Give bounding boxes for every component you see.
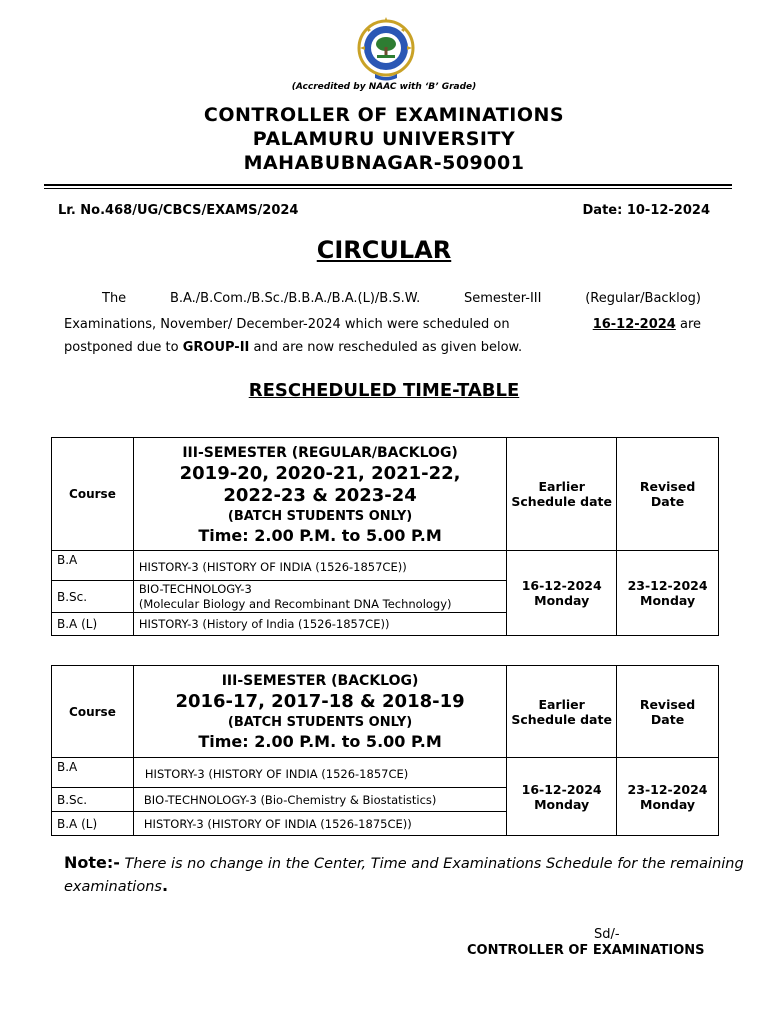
header-line-controller: CONTROLLER OF EXAMINATIONS (203, 104, 565, 126)
earlier-header-line-1: Earlier (538, 479, 585, 494)
table-header-row (52, 666, 719, 758)
exam-time: Time: 2.00 P.M. to 5.00 P.M (198, 525, 442, 545)
body-line-2-end: are (675, 317, 701, 332)
body-line-3-pre: postponed due to (64, 340, 183, 355)
course-cell: B.Sc. (52, 788, 134, 812)
seal-icon (359, 17, 413, 81)
body-line-3-post: and are now rescheduled as given below. (249, 340, 523, 355)
timetable-regular-backlog (51, 437, 719, 636)
body-programmes: B.A./B.Com./B.Sc./B.B.A./B.A.(L)/B.S.W. (169, 291, 421, 306)
revised-day: Monday (640, 796, 696, 812)
note-text: There is no change in the Center, Time and Examinations Schedule for the remaining examinations (64, 856, 744, 895)
semester-header-cell (133, 666, 506, 758)
exam-time: Time: 2.00 P.M. to 5.00 P.M (198, 732, 442, 751)
batches-line-1: 2019-20, 2020-21, 2021-22, (179, 462, 461, 484)
subject-cell: HISTORY-3 (HISTORY OF INDIA (1526-1875CE)) (133, 812, 506, 836)
header-divider-thin (44, 188, 732, 189)
original-date: 16-12-2024 (592, 317, 676, 332)
table-header-row (52, 438, 719, 551)
subject-cell (133, 581, 506, 613)
university-seal (355, 14, 417, 82)
rescheduled-title: RESCHEDULED TIME-TABLE (248, 380, 520, 401)
accreditation-text: (Accredited by NAAC with ‘B’ Grade) (291, 82, 477, 92)
batch-only-note: (BATCH STUDENTS ONLY) (227, 715, 413, 730)
circular-title: CIRCULAR (316, 236, 452, 264)
earlier-date-cell (507, 758, 617, 836)
earlier-header-line-1: Earlier (538, 696, 585, 712)
note-paragraph (64, 852, 744, 898)
course-column-header: Course (52, 438, 134, 551)
revised-date-cell (617, 758, 719, 836)
letter-date: Date: 10-12-2024 (582, 203, 710, 218)
earlier-day: Monday (534, 593, 590, 608)
revised-day: Monday (640, 593, 696, 608)
earlier-day: Monday (534, 796, 590, 812)
semester-title: III-SEMESTER (BACKLOG) (221, 673, 419, 689)
table-row (52, 551, 719, 581)
revised-date-header (617, 666, 719, 758)
subject-cell: HISTORY-3 (History of India (1526-1857CE)) (133, 613, 506, 636)
revised-date-cell (617, 551, 719, 636)
earlier-date-cell (507, 551, 617, 636)
earlier-date-header (507, 666, 617, 758)
subject-line-2: (Molecular Biology and Recombinant DNA Technology) (138, 596, 452, 611)
subject-line-1: BIO-TECHNOLOGY-3 (138, 581, 252, 596)
signatory-title: CONTROLLER OF EXAMINATIONS (467, 943, 705, 958)
revised-date-header (617, 438, 719, 551)
note-label: Note:- (64, 853, 120, 872)
body-line-2 (64, 317, 701, 332)
course-cell: B.A (L) (52, 812, 134, 836)
timetable-backlog (51, 665, 719, 836)
postponement-reason: GROUP-II (182, 340, 250, 355)
header-divider-thick (44, 184, 732, 186)
header-line-university: PALAMURU UNIVERSITY (252, 128, 516, 150)
signature-mark: Sd/- (594, 927, 620, 942)
earlier-header-line-2: Schedule date (511, 494, 612, 509)
course-cell: B.A (52, 551, 134, 581)
header-line-address: MAHABUBNAGAR-509001 (243, 152, 525, 174)
earlier-date: 16-12-2024 (521, 781, 602, 797)
body-line-3 (64, 340, 701, 355)
batches-line-1: 2016-17, 2017-18 & 2018-19 (175, 691, 465, 712)
earlier-date-header (507, 438, 617, 551)
course-column-header: Course (52, 666, 134, 758)
letter-number: Lr. No.468/UG/CBCS/EXAMS/2024 (58, 203, 299, 218)
body-semester: Semester-III (463, 291, 542, 306)
body-word-the: The (102, 291, 127, 306)
table-row (52, 758, 719, 788)
revised-header-line-2: Date (650, 494, 685, 509)
earlier-header-line-2: Schedule date (511, 711, 612, 727)
course-cell: B.Sc. (52, 581, 134, 613)
subject-cell: HISTORY-3 (HISTORY OF INDIA (1526-1857CE) (133, 758, 506, 788)
revised-date: 23-12-2024 (627, 781, 708, 797)
semester-title: III-SEMESTER (REGULAR/BACKLOG) (182, 444, 458, 461)
note-end: . (161, 876, 169, 895)
batches-line-2: 2022-23 & 2023-24 (223, 484, 417, 506)
revised-date: 23-12-2024 (627, 578, 708, 593)
subject-cell: BIO-TECHNOLOGY-3 (Bio-Chemistry & Biostatistics) (133, 788, 506, 812)
course-cell: B.A (52, 758, 134, 788)
batch-only-note: (BATCH STUDENTS ONLY) (227, 508, 413, 524)
revised-header-line-2: Date (650, 711, 685, 727)
semester-header-cell (133, 438, 506, 551)
earlier-date: 16-12-2024 (521, 578, 602, 593)
revised-header-line-1: Revised (639, 696, 696, 712)
revised-header-line-1: Revised (639, 479, 696, 494)
course-cell: B.A (L) (52, 613, 134, 636)
body-exam-type: (Regular/Backlog) (585, 291, 701, 306)
subject-cell: HISTORY-3 (HISTORY OF INDIA (1526-1857CE)) (133, 551, 506, 581)
body-line-2-text: Examinations, November/ December-2024 which were scheduled on (64, 317, 510, 332)
body-line-1 (102, 291, 701, 306)
